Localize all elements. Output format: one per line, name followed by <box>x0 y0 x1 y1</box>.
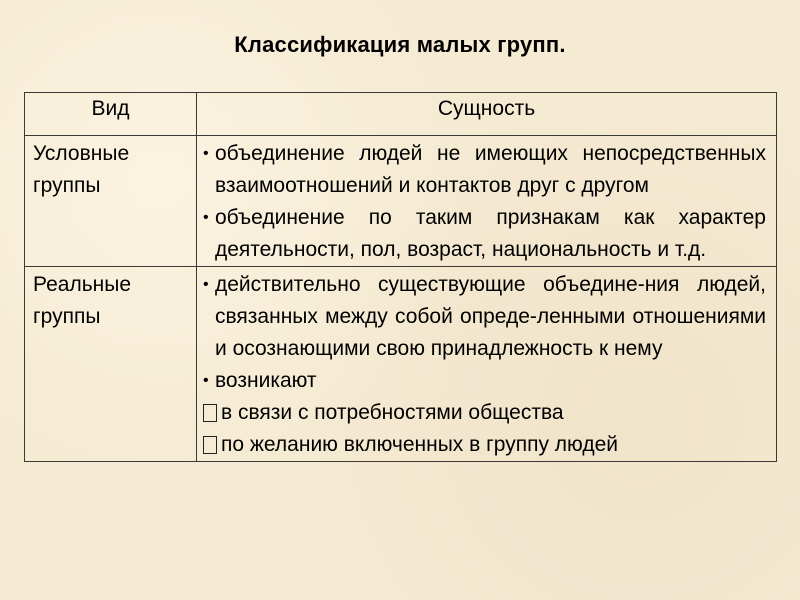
bullet-icon: • <box>203 372 209 389</box>
list-item-text: в связи с потребностями общества <box>221 401 564 424</box>
list-item-text: объединение людей не имеющих непосредственных взаимоотношений и контактов друг с другом <box>215 142 766 197</box>
list-item <box>203 429 766 461</box>
list-item-text: по желанию включенных в группу людей <box>221 433 619 456</box>
column-header-essence: Сущность <box>197 93 777 136</box>
bullet-icon: • <box>203 209 209 226</box>
bullet-icon: • <box>203 145 209 162</box>
list-item-text: возникают <box>215 369 317 392</box>
checkbox-square-icon <box>203 436 217 454</box>
kind-cell: Условные группы <box>25 136 197 267</box>
list-item <box>203 365 766 397</box>
list-item <box>203 202 766 266</box>
list-item <box>203 269 766 365</box>
essence-cell <box>197 267 777 462</box>
list-item <box>203 397 766 429</box>
page-title: Классификация малых групп. <box>234 32 566 57</box>
kind-cell: Реальные группы <box>25 267 197 462</box>
bullet-icon: • <box>203 276 209 293</box>
list-item-text: действительно существующие объедине-ния людей, связанных между собой опреде-ленными отношениями и осознающими свою принадлежность к нему <box>215 273 766 360</box>
table-row-conditional-groups <box>25 136 777 267</box>
checkbox-square-icon <box>203 404 217 422</box>
classification-table <box>24 92 777 462</box>
list-item-text: объединение по таким признакам как характер деятельности, пол, возраст, национальность и т.д. <box>215 206 766 261</box>
essence-cell <box>197 136 777 267</box>
table-header-row <box>25 93 777 136</box>
table-row-real-groups <box>25 267 777 462</box>
list-item <box>203 138 766 202</box>
column-header-kind: Вид <box>25 93 197 136</box>
